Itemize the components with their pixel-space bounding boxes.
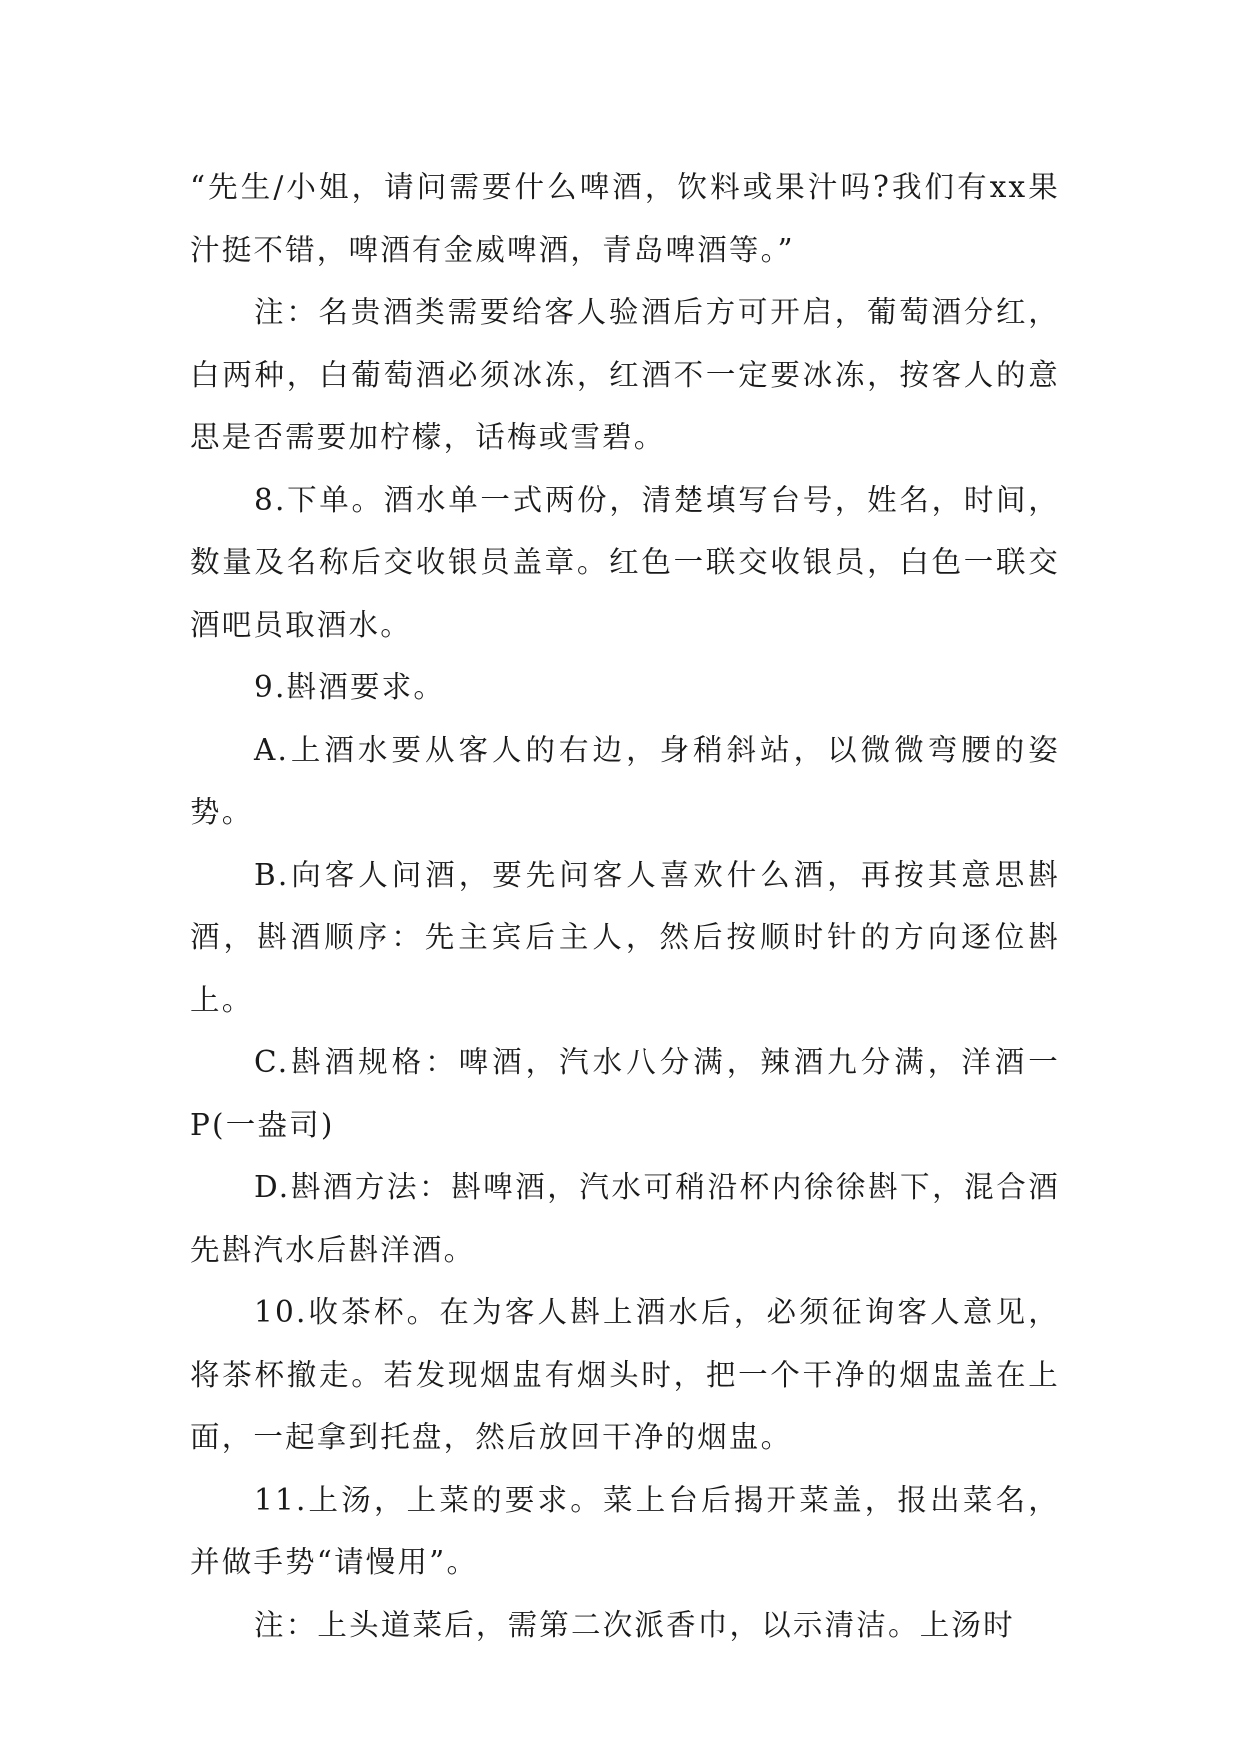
paragraph-pouring-a: A.上酒水要从客人的右边，身稍斜站，以微微弯腰的姿势。 (190, 732, 1060, 829)
paragraph-pouring-d: D.斟酒方法：斟啤酒，汽水可稍沿杯内徐徐斟下，混合酒先斟汽水后斟洋酒。 (190, 1170, 1060, 1267)
paragraph-pouring-c: C.斟酒规格：啤酒，汽水八分满，辣酒九分满，洋酒一P(一盎司) (190, 1045, 1060, 1142)
paragraph-tea-cups: 10.收茶杯。在为客人斟上酒水后，必须征询客人意见，将茶杯撤走。若发现烟盅有烟头时，把一个干净的烟盅盖在上面，一起拿到托盘，然后放回干净的烟盅。 (190, 1295, 1060, 1454)
paragraph-quote: “先生/小姐，请问需要什么啤酒，饮料或果汁吗?我们有xx果汁挺不错，啤酒有金威啤酒，青岛啤酒等。” (190, 170, 1060, 267)
document-page (190, 156, 1060, 1656)
paragraph-pouring-heading: 9.斟酒要求。 (254, 670, 446, 704)
paragraph-note-wine: 注：名贵酒类需要给客人验酒后方可开启，葡萄酒分红，白两种，白葡萄酒必须冰冻，红酒不一定要冰冻，按客人的意思是否需要加柠檬，话梅或雪碧。 (190, 295, 1060, 454)
paragraph-note-towel: 注：上头道菜后，需第二次派香巾，以示清洁。上汤时 (254, 1607, 1015, 1642)
paragraph-pouring-b: B.向客人问酒，要先问客人喜欢什么酒，再按其意思斟酒，斟酒顺序：先主宾后主人，然后按顺时针的方向逐位斟上。 (190, 857, 1060, 1017)
paragraph-serving-dishes: 11.上汤，上菜的要求。菜上台后揭开菜盖，报出菜名，并做手势“请慢用”。 (190, 1482, 1060, 1579)
paragraph-order: 8.下单。酒水单一式两份，清楚填写台号，姓名，时间，数量及名称后交收银员盖章。红色一联交收银员，白色一联交酒吧员取酒水。 (190, 482, 1060, 642)
